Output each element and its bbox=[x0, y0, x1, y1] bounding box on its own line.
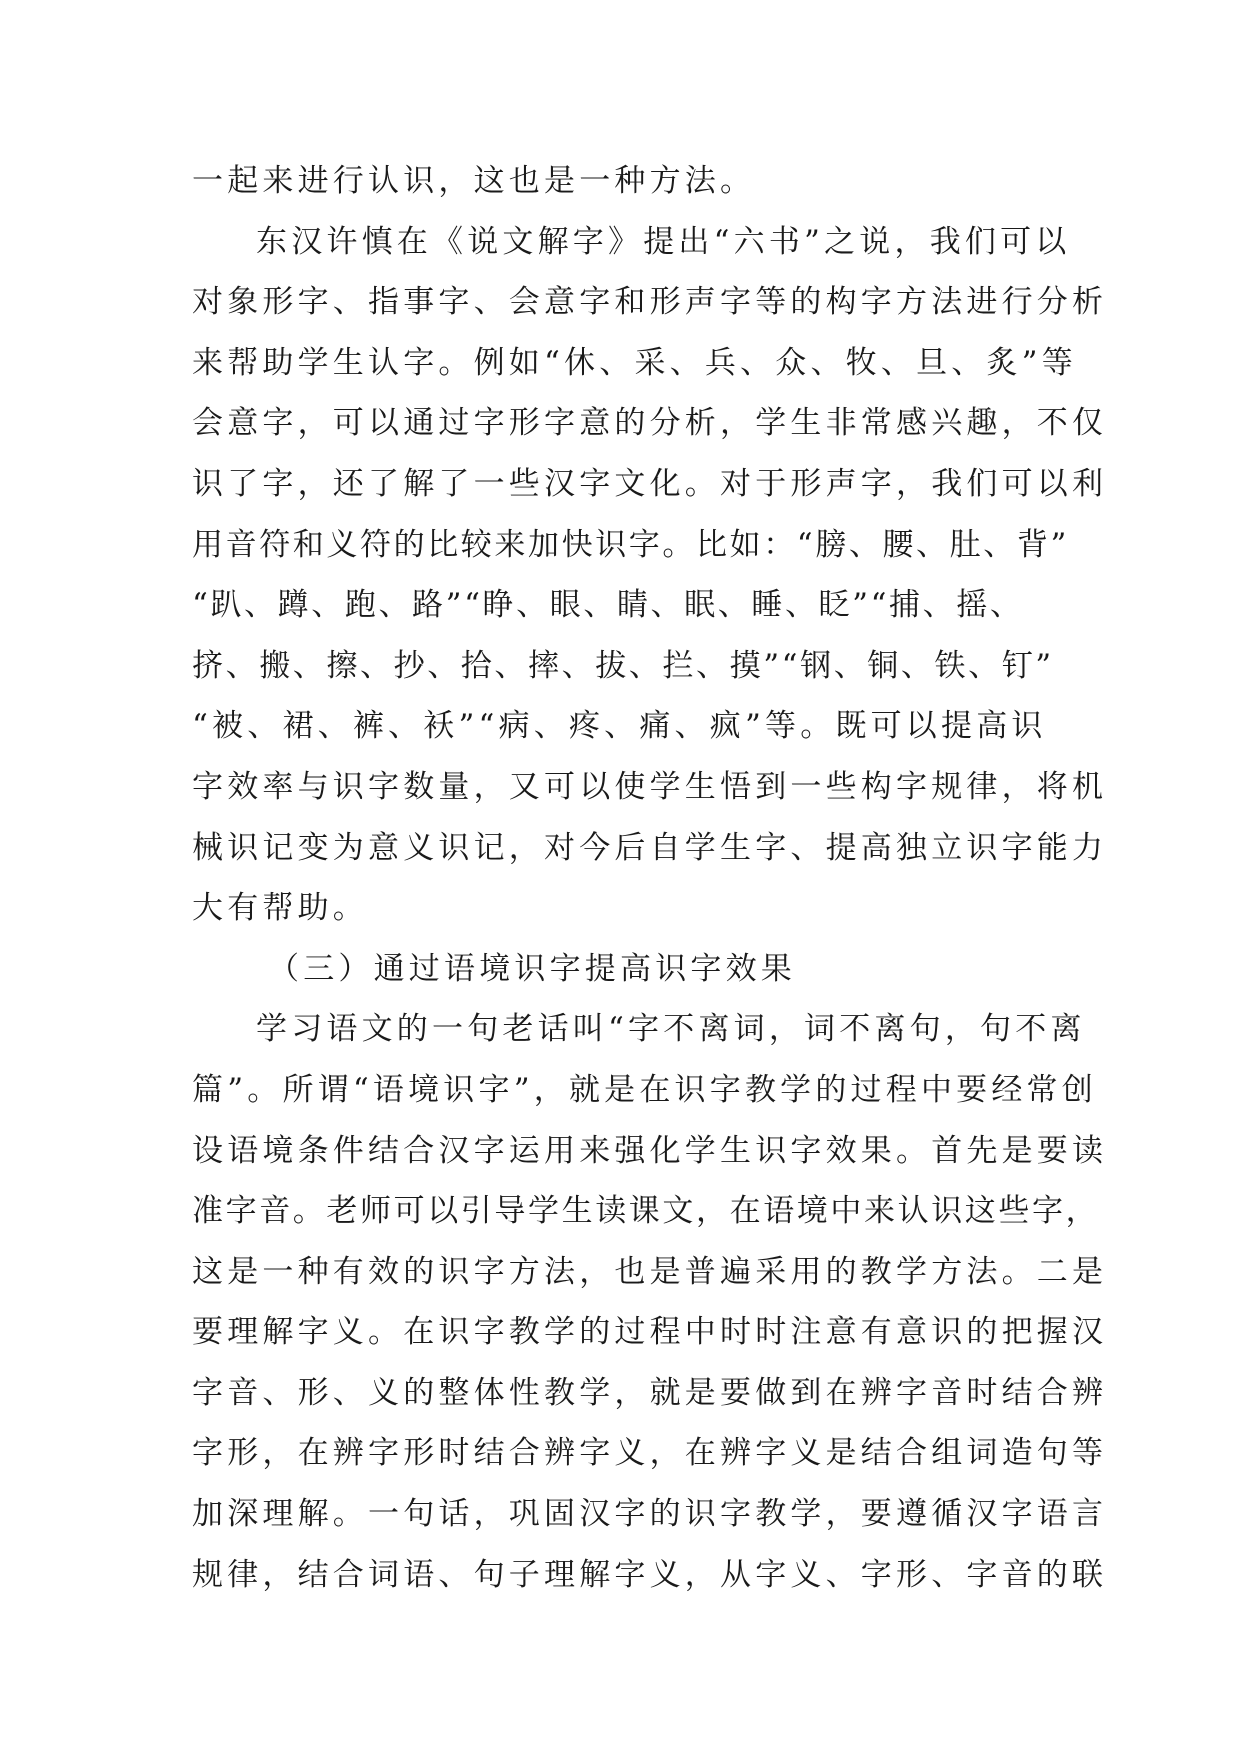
text-line: 字效率与识字数量，又可以使学生悟到一些构字规律，将机 bbox=[192, 768, 1108, 805]
body-text bbox=[192, 151, 1108, 1605]
text-line: 准字音。老师可以引导学生读课文，在语境中来认识这些字， bbox=[192, 1193, 1100, 1230]
section-heading: （三）通过语境识字提高识字效果 bbox=[268, 950, 796, 987]
text-line: 字形，在辨字形时结合辨字义，在辨字义是结合组词造句等 bbox=[192, 1435, 1108, 1472]
paragraph-first-line: 学习语文的一句老话叫“字不离词，词不离句，句不离 bbox=[256, 1011, 1086, 1048]
text-line: 大有帮助。 bbox=[192, 890, 368, 927]
text-line: “被、裙、裤、袄”“病、疼、痛、疯”等。既可以提高识 bbox=[192, 708, 1047, 745]
text-line: 械识记变为意义识记，对今后自学生字、提高独立识字能力 bbox=[192, 829, 1108, 866]
text-line: 对象形字、指事字、会意字和形声字等的构字方法进行分析 bbox=[192, 284, 1108, 321]
text-line: 加深理解。一句话，巩固汉字的识字教学，要遵循汉字语言 bbox=[192, 1496, 1108, 1533]
text-line: 字音、形、义的整体性教学，就是要做到在辨字音时结合辨 bbox=[192, 1374, 1108, 1411]
text-line: 规律，结合词语、句子理解字义，从字义、字形、字音的联 bbox=[192, 1556, 1108, 1593]
text-line: 来帮助学生认字。例如“休、采、兵、众、牧、旦、炙”等 bbox=[192, 344, 1077, 381]
text-line: 这是一种有效的识字方法，也是普遍采用的教学方法。二是 bbox=[192, 1253, 1108, 1290]
text-line: 挤、搬、擦、抄、拾、摔、拔、拦、摸”“钢、铜、铁、钉” bbox=[192, 647, 1054, 684]
text-line: 识了字，还了解了一些汉字文化。对于形声字，我们可以利 bbox=[192, 465, 1108, 502]
text-line: 会意字，可以通过字形字意的分析，学生非常感兴趣，不仅 bbox=[192, 405, 1108, 442]
text-line: 一起来进行认识，这也是一种方法。 bbox=[192, 163, 756, 199]
text-line: 用音符和义符的比较来加快识字。比如：“膀、腰、肚、背” bbox=[192, 526, 1069, 563]
text-line: “趴、蹲、跑、路”“睁、眼、睛、眠、睡、眨”“捕、摇、 bbox=[192, 587, 1024, 624]
text-line: 设语境条件结合汉字运用来强化学生识字效果。首先是要读 bbox=[192, 1132, 1108, 1169]
text-line: 要理解字义。在识字教学的过程中时时注意有意识的把握汉 bbox=[192, 1314, 1108, 1351]
paragraph-first-line: 东汉许慎在《说文解字》提出“六书”之说，我们可以 bbox=[256, 223, 1071, 260]
text-line: 篇”。所谓“语境识字”，就是在识字教学的过程中要经常创 bbox=[192, 1071, 1097, 1108]
